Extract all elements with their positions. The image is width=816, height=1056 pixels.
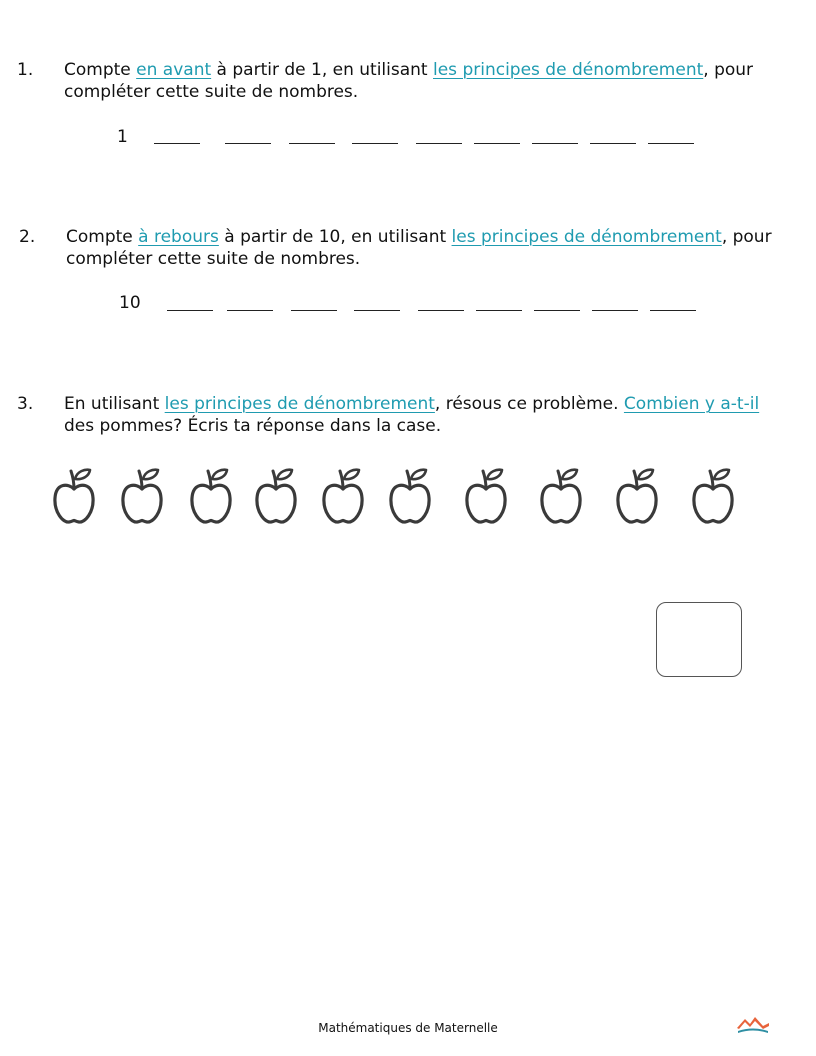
question-1-blank[interactable] [154,143,200,144]
question-1-line2: compléter cette suite de nombres. [64,82,359,102]
question-2-start-number: 10 [119,293,141,313]
question-3-text [64,393,794,437]
apple-icon [321,467,365,525]
apple-icon [189,467,233,525]
apple-icon [52,467,96,525]
question-2-link-a-rebours[interactable]: à rebours [138,227,219,247]
apple-icon [615,467,659,525]
question-2-blank[interactable] [291,310,337,311]
question-1-text-c: , pour [703,60,754,80]
question-2-text [66,226,796,270]
question-1-blank[interactable] [474,143,520,144]
question-2-number: 2. [19,227,36,247]
question-1-blank[interactable] [590,143,636,144]
question-3-link-principes[interactable]: les principes de dénombrement [164,394,435,414]
question-1-text-a: Compte [64,60,137,80]
question-2-blank[interactable] [476,310,522,311]
question-3-line2: des pommes? Écris ta réponse dans la case. [64,416,442,436]
question-2-blank[interactable] [592,310,638,311]
question-1-blank[interactable] [352,143,398,144]
question-2-blank[interactable] [167,310,213,311]
answer-box[interactable] [656,602,742,677]
question-3-number: 3. [17,394,34,414]
question-2-text-c: , pour [721,227,772,247]
apple-icon [254,467,298,525]
apple-icon [388,467,432,525]
question-1-start-number: 1 [117,127,128,147]
question-1-link-principes[interactable]: les principes de dénombrement [433,60,704,80]
question-1-blank[interactable] [416,143,462,144]
question-2-blank[interactable] [534,310,580,311]
question-2-line2: compléter cette suite de nombres. [66,249,361,269]
logo-icon [735,1014,771,1036]
question-1-blank[interactable] [532,143,578,144]
question-2-text-a: Compte [66,227,139,247]
question-1-text [64,59,794,103]
question-2-blank[interactable] [650,310,696,311]
question-2-text-b: à partir de 10, en utilisant [218,227,452,247]
apple-icon [539,467,583,525]
apple-icon [120,467,164,525]
question-2-blank[interactable] [354,310,400,311]
question-3-text-b: , résous ce problème. [434,394,624,414]
question-3-text-a: En utilisant [64,394,165,414]
question-3-link-combien[interactable]: Combien y a-t-il [623,394,760,414]
question-1-blank[interactable] [225,143,271,144]
question-1-blank[interactable] [648,143,694,144]
question-2-link-principes[interactable]: les principes de dénombrement [451,227,722,247]
question-2-blank[interactable] [418,310,464,311]
question-1-number: 1. [17,60,34,80]
question-1-text-b: à partir de 1, en utilisant [211,60,433,80]
question-2-blank[interactable] [227,310,273,311]
question-1-blank[interactable] [289,143,335,144]
apple-icon [464,467,508,525]
footer-text: Mathématiques de Maternelle [318,1021,498,1035]
question-1-link-en-avant[interactable]: en avant [136,60,212,80]
apple-icon [691,467,735,525]
